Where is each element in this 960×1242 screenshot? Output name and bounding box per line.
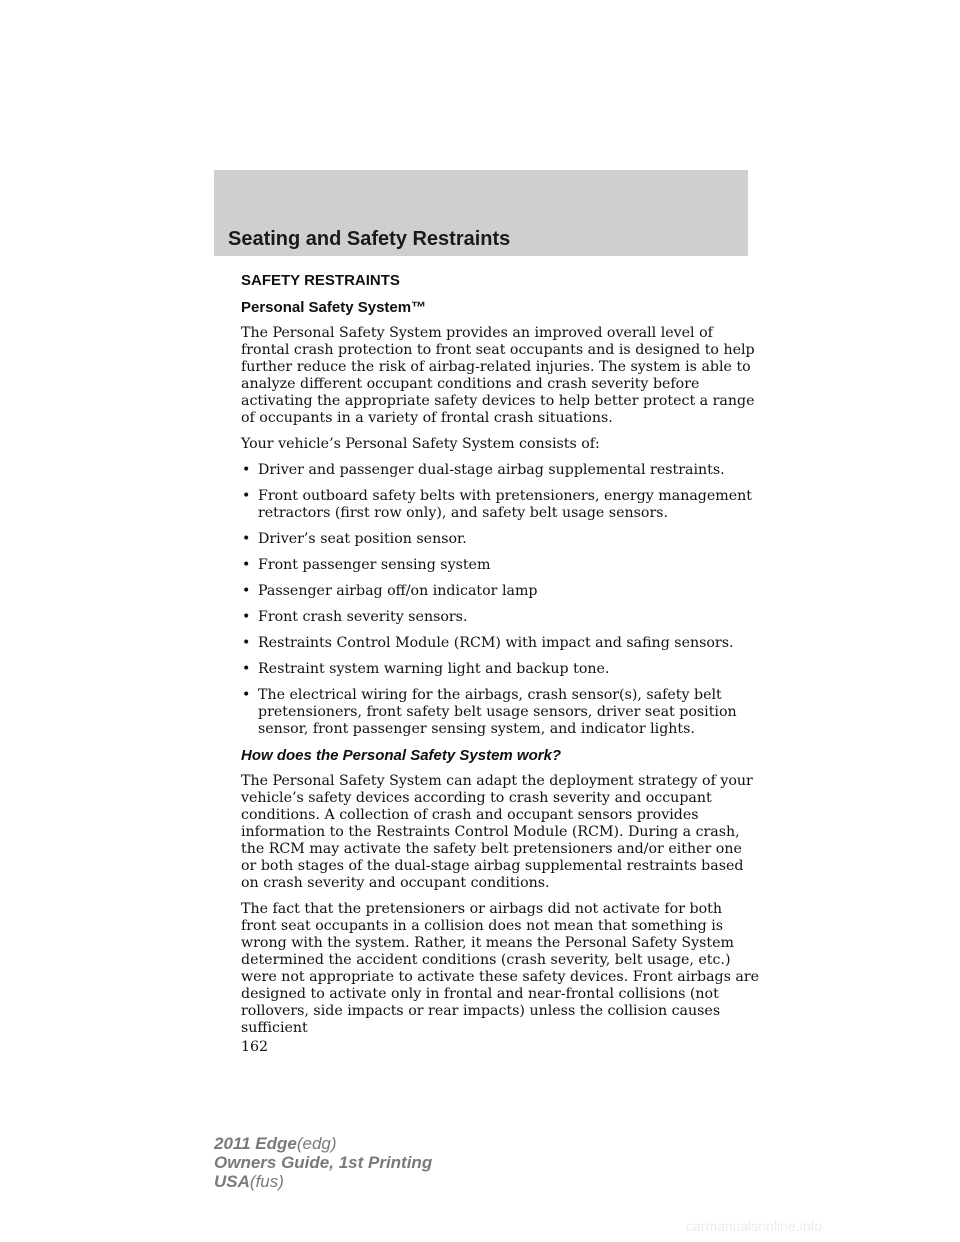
bullet-icon: • <box>242 488 251 504</box>
components-list <box>241 462 761 738</box>
list-item <box>241 661 761 678</box>
question-title: How does the Personal Safety System work? <box>241 747 562 764</box>
list-item <box>241 583 761 600</box>
bullet-icon: • <box>242 635 251 651</box>
page-number: 162 <box>241 1039 269 1055</box>
bullet-icon: • <box>242 583 251 599</box>
footer-model-code: (edg) <box>296 1134 337 1153</box>
list-item-text: Front passenger sensing system <box>258 557 491 573</box>
bullet-icon: • <box>242 609 251 625</box>
footer-market-code: (fus) <box>249 1172 284 1191</box>
subsection-title: Personal Safety System™ <box>241 299 427 316</box>
footer-line-model <box>214 1134 432 1153</box>
list-item <box>241 635 761 652</box>
list-item <box>241 531 761 548</box>
watermark: carmanualsonline.info <box>686 1218 823 1234</box>
footer-line-market <box>214 1172 432 1191</box>
list-item <box>241 609 761 626</box>
list-item-text: The electrical wiring for the airbags, crash sensor(s), safety belt pretensioners, front safety belt usage sensors, driver seat position sensor, front passenger sensing system, and indicator lights. <box>258 687 737 737</box>
list-item-text: Restraints Control Module (RCM) with impact and safing sensors. <box>258 635 734 651</box>
list-item <box>241 557 761 574</box>
page-content <box>241 264 761 1056</box>
print-footer <box>214 1134 432 1191</box>
bullet-icon: • <box>242 687 251 703</box>
how-paragraph-2: The fact that the pretensioners or airbags did not activate for both front seat occupants in a collision does not mean that something is wrong with the system. Rather, it means the Personal Safety System determined the accident conditions (crash severity, belt usage, etc.) were not appropriate to activate these safety devices. Front airbags are designed to activate only in frontal and near-frontal collisions (not rollovers, side impacts or rear impacts) unless the collision causes sufficient <box>241 901 760 1036</box>
list-item-text: Front outboard safety belts with pretensioners, energy management retractors (first row only), and safety belt usage sensors. <box>258 488 752 521</box>
how-paragraph-1: The Personal Safety System can adapt the deployment strategy of your vehicle’s safety devices according to crash severity and occupant conditions. A collection of crash and occupant sensors provides information to the Restraints Control Module (RCM). During a crash, the RCM may activate the safety belt pretensioners and/or either one or both stages of the dual-stage airbag supplemental restraints based on crash severity and occupant conditions. <box>241 773 753 891</box>
footer-model: 2011 Edge <box>214 1134 297 1153</box>
list-item-text: Restraint system warning light and backup tone. <box>258 661 610 677</box>
list-item <box>241 687 761 738</box>
section-header-band <box>214 170 748 256</box>
section-header-title: Seating and Safety Restraints <box>228 228 511 250</box>
bullet-icon: • <box>242 462 251 478</box>
list-item-text: Front crash severity sensors. <box>258 609 468 625</box>
intro-paragraph: The Personal Safety System provides an improved overall level of frontal crash protection to front seat occupants and is designed to help further reduce the risk of airbag-related injuries. The system is able to analyze different occupant conditions and crash severity before activating the appropriate safety devices to help better protect a range of occupants in a variety of frontal crash situations. <box>241 325 755 426</box>
footer-printing: Owners Guide, 1st Printing <box>214 1153 433 1172</box>
list-item-text: Driver’s seat position sensor. <box>258 531 467 547</box>
footer-market: USA <box>214 1172 250 1191</box>
section-title: SAFETY RESTRAINTS <box>241 272 400 289</box>
list-item-text: Passenger airbag off/on indicator lamp <box>258 583 538 599</box>
list-item-text: Driver and passenger dual-stage airbag supplemental restraints. <box>258 462 725 478</box>
bullet-icon: • <box>242 557 251 573</box>
list-item <box>241 462 761 479</box>
list-item <box>241 488 761 522</box>
consists-intro: Your vehicle’s Personal Safety System consists of: <box>241 436 600 452</box>
bullet-icon: • <box>242 661 251 677</box>
bullet-icon: • <box>242 531 251 547</box>
